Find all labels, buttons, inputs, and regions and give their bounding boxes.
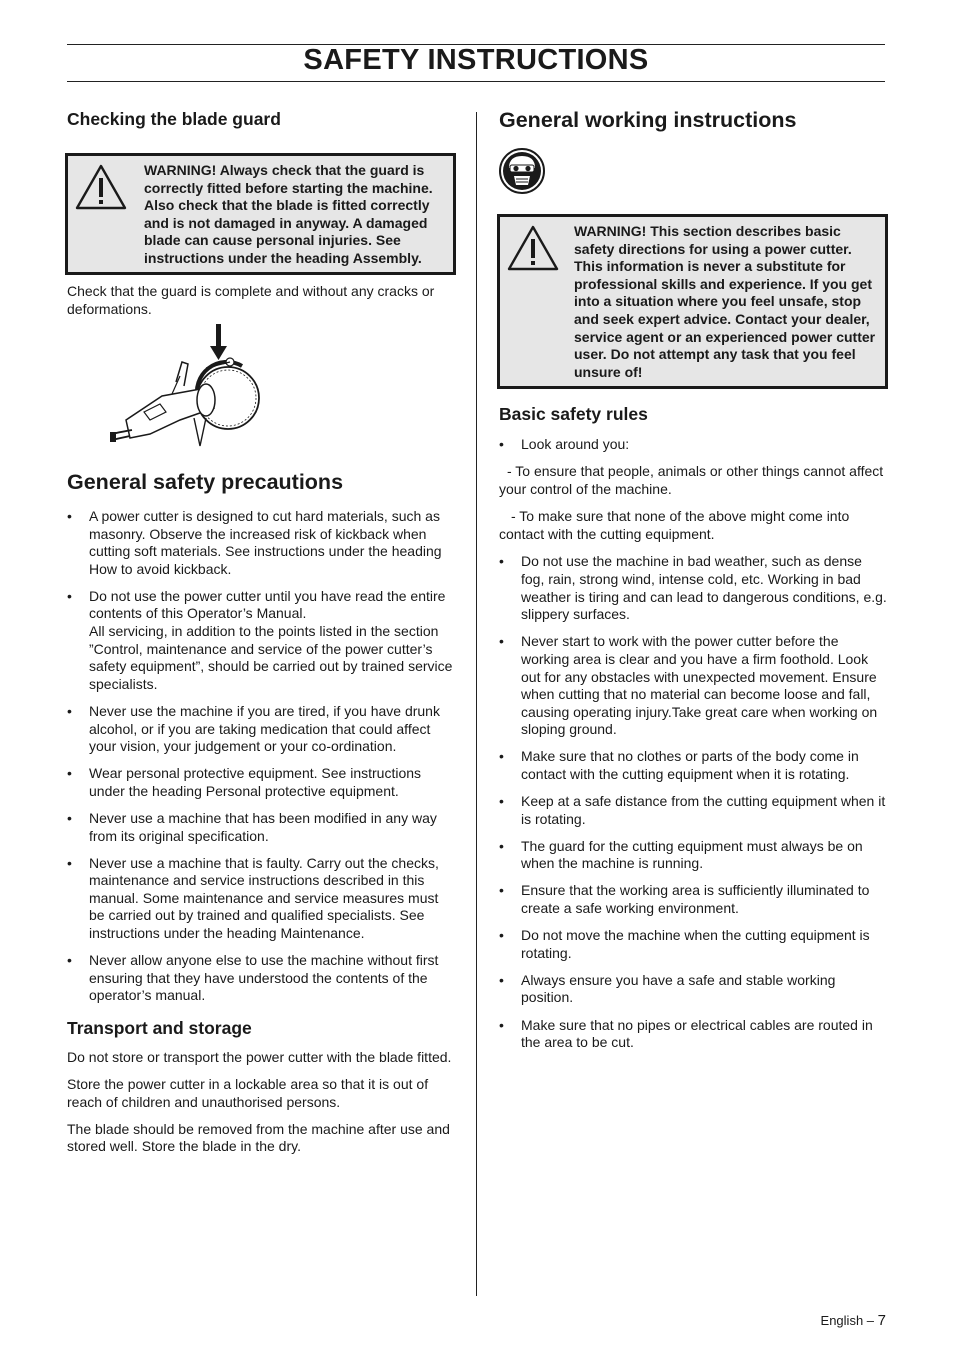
list-item-text: A power cutter is designed to cut hard materials, such as masonry. Observe the increased risk of kickback when cutting soft materials. See instructions under the heading How to avoid kickback. [89, 508, 442, 577]
look-sub-2: - To make sure that none of the above might come into contact with the cutting equipment. [499, 508, 850, 542]
blade-guard-warning [65, 153, 456, 275]
list-item-text: Do not use the machine in bad weather, such as dense fog, rain, strong wind, intense cold, etc. Working in bad weather is tiring and can lead to dangerous conditions, e.g. slippery surfaces. [521, 553, 887, 623]
bullet: • [499, 882, 504, 899]
page-footer [821, 1312, 886, 1329]
list-item [499, 882, 887, 917]
list-item-text: Look around you: [521, 436, 630, 452]
blade-guard-text: Check that the guard is complete and without any cracks or deformations. [67, 283, 435, 317]
warning-triangle-icon [506, 223, 560, 273]
list-item [67, 952, 456, 1005]
bullet: • [499, 837, 504, 854]
working-section [499, 107, 887, 133]
list-item-text: Never allow anyone else to use the machine without first ensuring that they have understood the contents of the operator’s manual. [89, 952, 439, 1004]
look-list [499, 436, 887, 454]
bullet: • [499, 1016, 504, 1033]
bullet: • [67, 952, 72, 969]
list-item-text: Do not move the machine when the cutting equipment is rotating. [521, 927, 870, 961]
list-item [67, 588, 456, 694]
footer-separator: – [866, 1313, 875, 1328]
transport-text-1: Do not store or transport the power cutter with the blade fitted. [67, 1049, 452, 1065]
list-item-text: Keep at a safe distance from the cutting equipment when it is rotating. [521, 793, 886, 827]
list-item [67, 810, 456, 845]
list-item-text: Ensure that the working area is sufficiently illuminated to create a safe working environment. [521, 882, 870, 917]
list-item-text: Make sure that no pipes or electrical cables are routed in the area to be cut. [521, 1016, 873, 1051]
list-item [67, 508, 456, 578]
transport-text-2: Store the power cutter in a lockable area so that it is out of reach of children and unauthorised persons. [67, 1076, 429, 1110]
power-cutter-illustration [110, 322, 260, 454]
look-sub-1: - To ensure that people, animals or other things cannot affect your control of the machine. [499, 463, 884, 497]
bullet: • [67, 587, 72, 604]
basic-rules-list [499, 553, 887, 1051]
list-item-text: The guard for the cutting equipment must always be on when the machine is running. [521, 837, 863, 872]
list-item [499, 553, 887, 623]
bullet: • [499, 971, 504, 988]
working-heading: General working instructions [499, 108, 797, 132]
list-item [499, 793, 887, 828]
list-item [499, 748, 887, 783]
bullet: • [67, 765, 72, 782]
bullet: • [499, 436, 504, 452]
precautions-list [67, 508, 456, 1005]
page-title: SAFETY INSTRUCTIONS [303, 44, 649, 76]
list-item [499, 927, 887, 962]
bullet: • [499, 927, 504, 944]
list-item-text: Never use the machine if you are tired, if you have drunk alcohol, or if you are taking medication that could affect your vision, your judgement or your co-ordination. [89, 702, 440, 755]
basic-rules-heading: Basic safety rules [499, 404, 648, 424]
list-item-text: Wear personal protective equipment. See instructions under the heading Personal protective equipment. [89, 765, 422, 799]
list-item-text: Always ensure you have a safe and stable working position. [521, 971, 836, 1006]
working-warning [497, 214, 888, 389]
list-item [67, 855, 456, 943]
list-item-text: Make sure that no clothes or parts of the body come in contact with the cutting equipment when it is rotating. [521, 748, 859, 782]
bullet: • [499, 633, 504, 650]
transport-text-3: The blade should be removed from the machine after use and stored well. Store the blade in the dry. [67, 1120, 450, 1155]
list-item-text: Never start to work with the power cutter before the working area is clear and you have a firm foothold. Look out for any obstacles with unexpected movement. Ensure when cutting that no material can become loose and fall, causing operating injury.Take great care when working on sloping ground. [521, 633, 878, 738]
list-item [499, 633, 887, 739]
bullet: • [499, 553, 504, 570]
bullet: • [67, 854, 72, 871]
working-warning-text: WARNING! This section describes basic safety directions for using a power cutter. This information is never a substitute for professional skills and experience. If you get into a situation where you feel unsafe, stop and seek expert advice. Contact your dealer, service agent or an experienced power cutter user. Do not attempt any task that you feel unsure of! [574, 223, 876, 380]
blade-guard-heading: Checking the blade guard [67, 109, 281, 129]
list-item-text: Never use a machine that has been modified in any way from its original specification. [89, 809, 437, 844]
transport-section [67, 1017, 456, 1156]
warning-triangle-icon [74, 162, 128, 212]
blade-guard-section [67, 108, 456, 130]
list-item [67, 765, 456, 800]
list-item-text: All servicing, in addition to the points listed in the section ”Control, maintenance and service of the power cutter’s safety equipment”, should be carried out by trained service specialists. [89, 623, 453, 692]
column-divider [476, 112, 477, 1296]
list-item [499, 838, 887, 873]
bullet: • [67, 508, 72, 524]
list-item [499, 1017, 887, 1052]
basic-rules-section [499, 403, 887, 1061]
face-protection-icon [499, 148, 545, 194]
list-item-text: Never use a machine that is faulty. Carry out the checks, maintenance and service instructions described in this manual. Some maintenance and service measures must be carried out by trained and qualified specialists. See instructions under the heading Maintenance. [89, 854, 439, 941]
bullet: • [499, 793, 504, 810]
precautions-heading: General safety precautions [67, 470, 344, 494]
list-item [67, 703, 456, 756]
blade-guard-warning-text: WARNING! Always check that the guard is correctly fitted before starting the machine. Also check that the blade is fitted correctly and is not damaged in anyway. A damaged blade can cause personal injuries. See instructions under the heading Assembly. [144, 162, 433, 266]
bullet: • [67, 702, 72, 719]
list-item [499, 436, 887, 454]
list-item-text: Do not use the power cutter until you have read the entire contents of this Operator’s Manual. [89, 587, 446, 622]
list-item [499, 972, 887, 1007]
precautions-section [67, 469, 456, 1014]
transport-heading: Transport and storage [67, 1018, 252, 1038]
title-rule [67, 81, 885, 82]
page-number: 7 [877, 1312, 886, 1329]
bullet: • [499, 748, 504, 765]
footer-language: English [820, 1313, 864, 1328]
bullet: • [67, 809, 72, 826]
